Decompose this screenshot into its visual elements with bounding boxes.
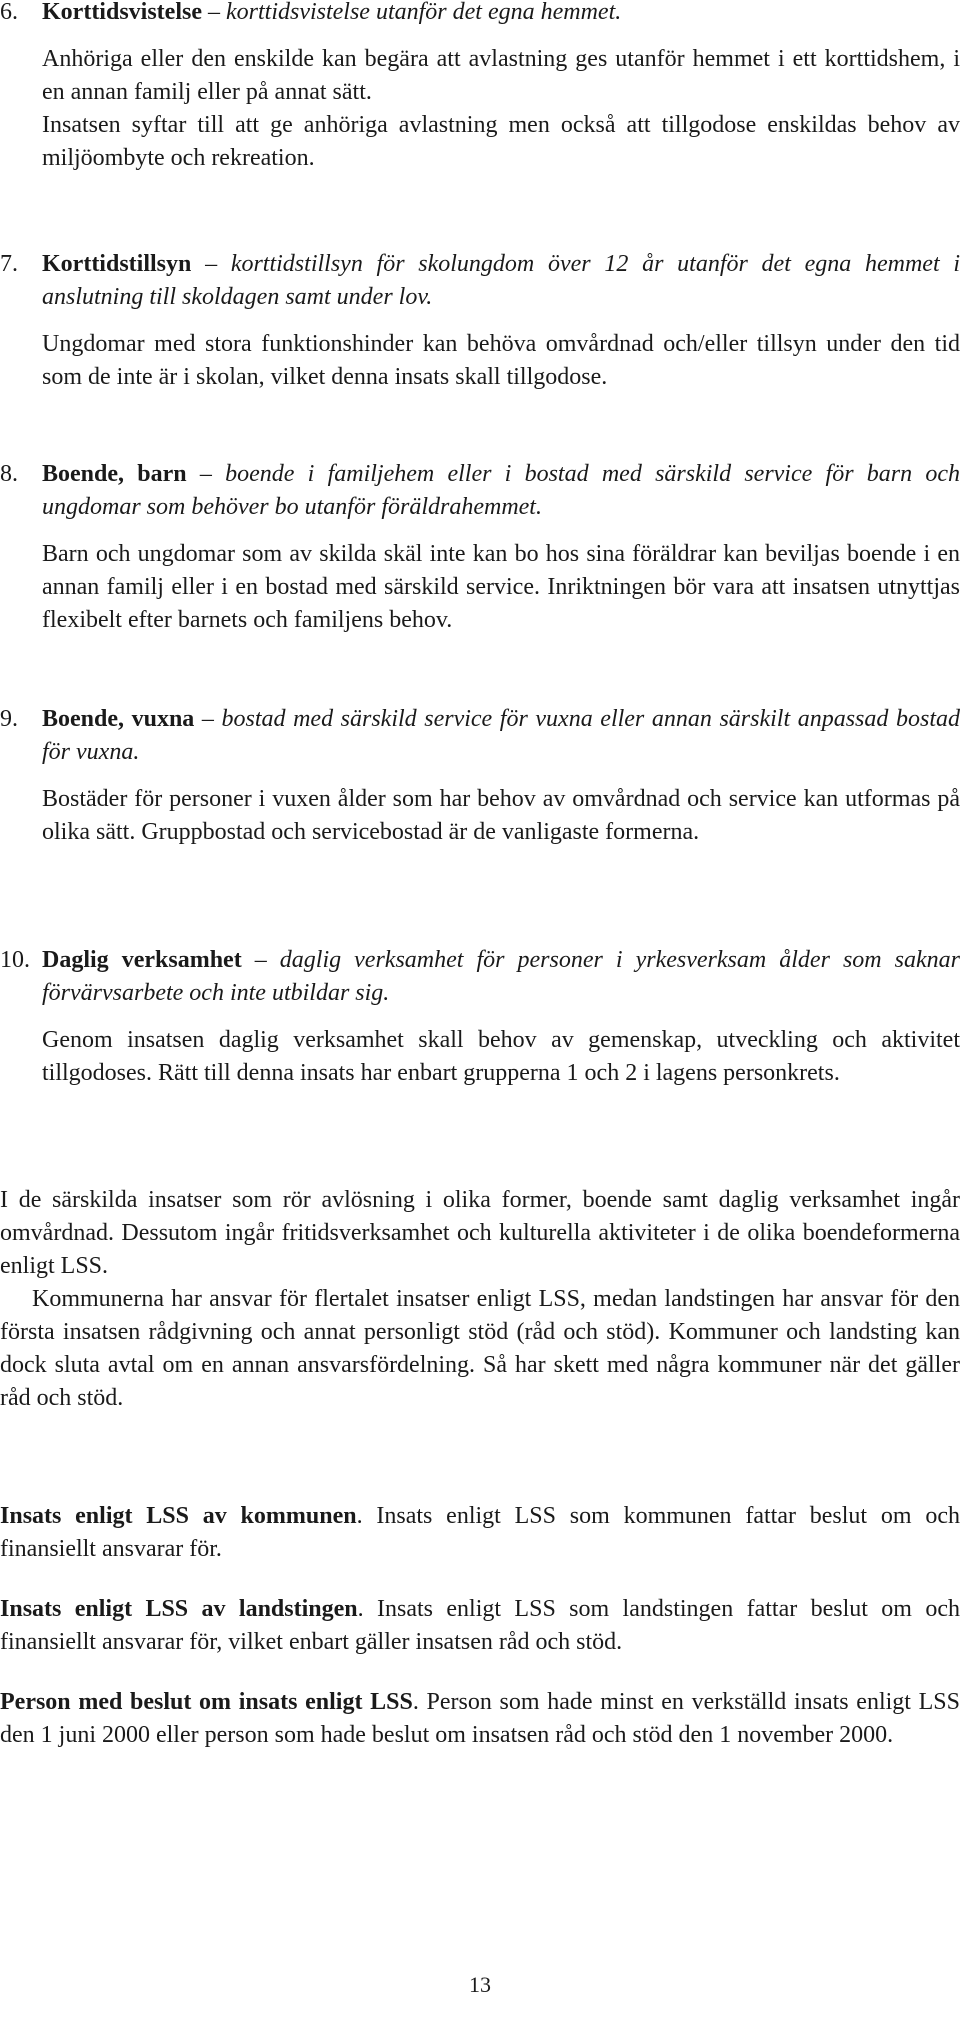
lss-item-8 <box>0 458 960 637</box>
item-heading <box>0 944 960 1010</box>
item-dash: – <box>199 461 212 487</box>
item-body-text: Bostäder för personer i vuxen ålder som har behov av omvårdnad och service kan utformas på olika sätt. Gruppbostad och servicebostad är de vanligaste formerna. <box>42 786 960 845</box>
item-body <box>42 538 960 637</box>
item-dash: – <box>254 947 267 973</box>
definition-text: . Insats enligt LSS som landstingen fattar beslut om och finansiellt ansvarar för, vilket enbart gäller insatsen råd och stöd. <box>0 1596 960 1655</box>
page-number: 13 <box>469 1972 491 1997</box>
item-description: bostad med särskild service för vuxna eller annan särskilt anpassad bostad för vuxna. <box>42 706 960 765</box>
item-body-text: Barn och ungdomar som av skilda skäl inte kan bo hos sina föräldrar kan beviljas boende i en annan familj eller i en bostad med särskild service. Inriktningen bör vara att insatsen utnyttjas flexibelt efter barnets och familjens behov. <box>42 541 960 633</box>
summary-paragraphs <box>0 1184 960 1415</box>
item-dash: – <box>205 251 218 277</box>
item-term: Boende, vuxna <box>42 706 195 732</box>
item-description: korttidstillsyn för skolungdom över 12 år utanför det egna hemmet i anslutning till skoldagen samt under lov. <box>42 251 960 310</box>
item-body <box>42 1024 960 1090</box>
item-number: 9. <box>0 706 18 732</box>
item-body-text: Genom insatsen daglig verksamhet skall behov av gemenskap, utveckling och aktivitet tillgodoses. Rätt till denna insats har enbart grupperna 1 och 2 i lagens personkrets. <box>42 1027 960 1086</box>
item-term: Boende, barn <box>42 461 187 487</box>
item-number: 10. <box>0 947 30 973</box>
item-description: boende i familjehem eller i bostad med särskild service för barn och ungdomar som behöver bo utanför föräldrahemmet. <box>42 461 960 520</box>
definition <box>0 1500 960 1566</box>
paragraph: I de särskilda insatser som rör avlösning i olika former, boende samt daglig verksamhet ingår omvårdnad. Dessutom ingår fritidsverksamhet och kulturella aktiviteter i de olika boendeformerna enligt LSS. <box>0 1187 960 1279</box>
lss-item-7 <box>0 248 960 394</box>
definition <box>0 1686 960 1752</box>
item-heading <box>0 0 960 29</box>
definition <box>0 1593 960 1659</box>
definition-term: Insats enligt LSS av kommunen <box>0 1503 357 1529</box>
item-body-text: Ungdomar med stora funktionshinder kan behöva omvårdnad och/eller tillsyn under den tid som de inte är i skolan, vilket denna insats skall tillgodose. <box>42 331 960 390</box>
definition-term: Person med beslut om insats enligt LSS <box>0 1689 413 1715</box>
item-heading <box>0 248 960 314</box>
lss-item-10 <box>0 944 960 1090</box>
item-number: 7. <box>0 251 18 277</box>
item-body <box>42 328 960 394</box>
lss-item-9 <box>0 703 960 849</box>
item-term: Daglig verksamhet <box>42 947 242 973</box>
item-dash: – <box>201 706 214 732</box>
item-description: korttidsvistelse utanför det egna hemmet. <box>225 0 622 25</box>
definition-text: . Person som hade minst en verkställd insats enligt LSS den 1 juni 2000 eller person som hade beslut om insatsen råd och stöd den 1 november 2000. <box>0 1689 960 1748</box>
item-body <box>42 43 960 175</box>
definition-term: Insats enligt LSS av landstingen <box>0 1596 358 1622</box>
item-heading <box>0 458 960 524</box>
definition-text: . Insats enligt LSS som kommunen fattar beslut om och finansiellt ansvarar för. <box>0 1503 960 1562</box>
item-description: daglig verksamhet för personer i yrkesverksam ålder som saknar förvärvsarbete och inte utbildar sig. <box>42 947 960 1006</box>
item-body <box>42 783 960 849</box>
item-body-text: Anhöriga eller den enskilde kan begära att avlastning ges utanför hemmet i ett korttidshem, i en annan familj eller på annat sätt. <box>42 46 960 105</box>
item-term: Korttidstillsyn <box>42 251 192 277</box>
item-number: 6. <box>0 0 18 25</box>
item-heading <box>0 703 960 769</box>
item-number: 8. <box>0 461 18 487</box>
lss-item-6 <box>0 0 960 175</box>
item-term: Korttidsvistelse <box>42 0 202 25</box>
item-body-text-2: Insatsen syftar till att ge anhöriga avlastning men också att tillgodose enskildas behov av miljöombyte och rekreation. <box>42 112 960 171</box>
paragraph: Kommunerna har ansvar för flertalet insatser enligt LSS, medan landstingen har ansvar för den första insatsen rådgivning och annat personligt stöd (råd och stöd). Kommuner och landsting kan dock sluta avtal om en annan ansvarsfördelning. Så har skett med några kommuner när det gäller råd och stöd. <box>0 1286 960 1411</box>
item-dash: – <box>207 0 220 25</box>
